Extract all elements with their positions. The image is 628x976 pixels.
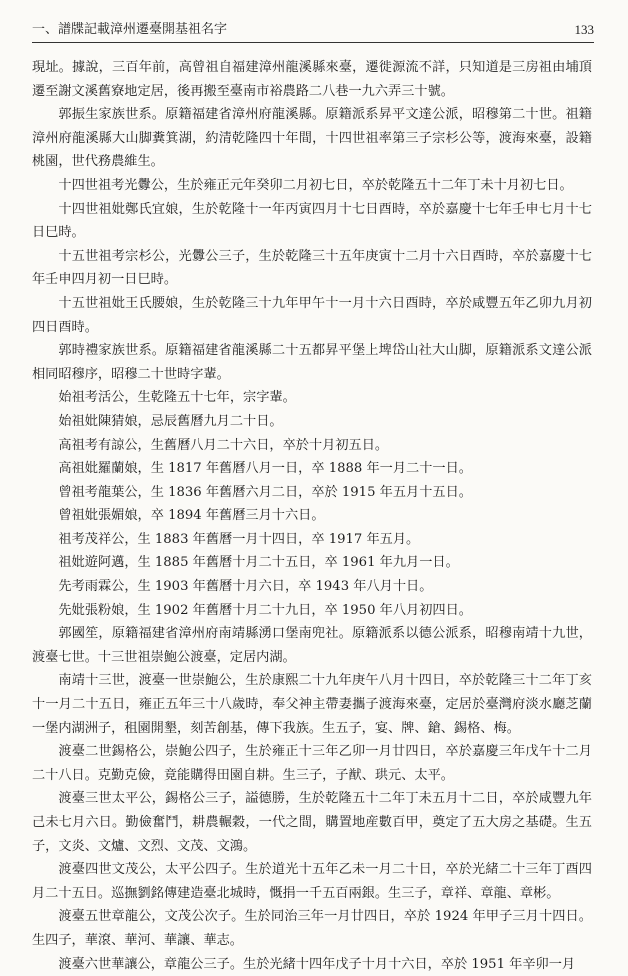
paragraph: 現址。據說，三百年前，高曾祖自福建漳州龍溪縣來臺，遷徙源流不詳，只知道是三房祖由埔頂遷至謝文溪舊寮地定居，後再搬至臺南市裕農路二八巷一九六弄三十號。 (32, 60, 592, 99)
paragraph: 郭國笙，原籍福建省漳州府南靖縣湧口堡南兜社。原籍派系以德公派系，昭穆南靖十九世，渡臺七世。十三世祖崇鮑公渡臺，定居内湖。 (32, 626, 592, 665)
paragraph: 祖妣遊阿邁，生 1885 年舊曆十月二十五日，卒 1961 年九月一日。 (58, 555, 459, 571)
paragraph: 渡臺四世文茂公，太平公四子。生於道光十五年乙未一月二十日，卒於光緒二十三年丁酉四月二十五日。巡撫劉銘傳建造臺北城時，慨捐一千五百兩銀。生三子，章祥、章龍、章彬。 (32, 862, 592, 901)
paragraph: 高祖考有諒公，生舊曆八月二十六日，卒於十月初五日。 (58, 437, 389, 453)
section-title: 一、譜牒記載漳州遷臺開基祖名字 (32, 22, 228, 37)
paragraph: 十四世祖考光釁公，生於雍正元年癸卯二月初七日，卒於乾隆五十二年丁未十月初七日。 (58, 177, 573, 193)
paragraph: 高祖妣羅蘭娘，生 1817 年舊曆八月一日，卒 1888 年一月二十一日。 (58, 461, 472, 477)
paragraph: 渡臺五世章龍公，文茂公次子。生於同治三年一月廿四日，卒於 1924 年甲子三月十四日。生四子，華滾、華河、華讓、華志。 (32, 909, 592, 948)
page-number: 133 (574, 22, 594, 37)
paragraph: 郭振生家族世系。原籍福建省漳州府龍溪縣。原籍派系昇平文達公派，昭穆第二十世。祖籍漳州府龍溪縣大山脚糞箕湖，約清乾隆四十年間，十四世祖率第三子宗杉公等，渡海來臺，設籍桃園，世代務農維生。 (32, 107, 592, 170)
paragraph: 渡臺二世錫格公，崇鮑公四子，生於雍正十三年乙卯一月廿四日，卒於嘉慶三年戊午十二月二十八日。克勤克儉，竟能購得田園自耕。生三子，子猷、珙元、太平。 (32, 744, 592, 783)
paragraph: 曾祖妣張媚娘，卒 1894 年舊曆三月十六日。 (58, 508, 325, 524)
paragraph: 始祖考活公，生乾隆五十七年，宗字輩。 (58, 390, 296, 406)
running-header (32, 20, 594, 43)
paragraph: 曾祖考龍葉公，生 1836 年舊曆六月二日，卒於 1915 年五月十五日。 (58, 484, 472, 500)
paragraph: 十四世祖妣鄭氏宜娘，生於乾隆十一年丙寅四月十七日酉時，卒於嘉慶十七年壬申七月十七日巳時。 (32, 201, 592, 241)
paragraph: 郭時禮家族世系。原籍福建省龍溪縣二十五都昇平堡上埤岱山社大山脚，原籍派系文達公派相同昭穆序，昭穆二十世時字輩。 (32, 343, 592, 382)
paragraph: 十五世祖妣王氏腰娘，生於乾隆三十九年甲午十一月十六日酉時，卒於咸豐五年乙卯九月初四日酉時。 (32, 295, 592, 335)
paragraph: 先妣張粉娘，生 1902 年舊曆十月二十九日，卒 1950 年八月初四日。 (58, 602, 472, 618)
paragraph: 十五世祖考宗杉公，光釁公三子，生於乾隆三十五年庚寅十二月十六日酉時，卒於嘉慶十七年壬申四月初一日巳時。 (32, 248, 592, 288)
paragraph: 先考雨霖公，生 1903 年舊曆十月六日，卒 1943 年八月十日。 (58, 579, 433, 595)
paragraph: 渡臺三世太平公，錫格公三子，謚德勝，生於乾隆五十二年丁未五月十二日，卒於咸豐九年己未七月六日。勤儉奮鬥，耕農輾穀，一代之間，購置地産數百甲，奠定了五大房之基礎。生五子，文炎、文爐、文烈、文茂、文鴻。 (32, 791, 592, 854)
paragraph: 始祖妣陳猜娘，忌辰舊曆九月二十日。 (58, 413, 283, 429)
page-body (32, 56, 592, 976)
paragraph: 渡臺六世華讓公，章龍公三子。生於光緒十四年戊子十月十六日，卒於 1951 年辛卯一月 (58, 956, 576, 972)
paragraph: 南靖十三世，渡臺一世崇鮑公，生於康熙二十九年庚午八月十四日，卒於乾隆三十二年丁亥十一月二十五日，雍正五年三十八歲時，奉父神主帶妻攜子渡海來臺，定居於臺灣府淡水廳芝蘭一堡内湖洲子，租園開墾，刻苦創基，傳下我族。生五子，宴、牌、鎗、錫格、梅。 (32, 673, 592, 736)
paragraph: 祖考茂祥公，生 1883 年舊曆一月十四日，卒 1917 年五月。 (58, 531, 420, 547)
